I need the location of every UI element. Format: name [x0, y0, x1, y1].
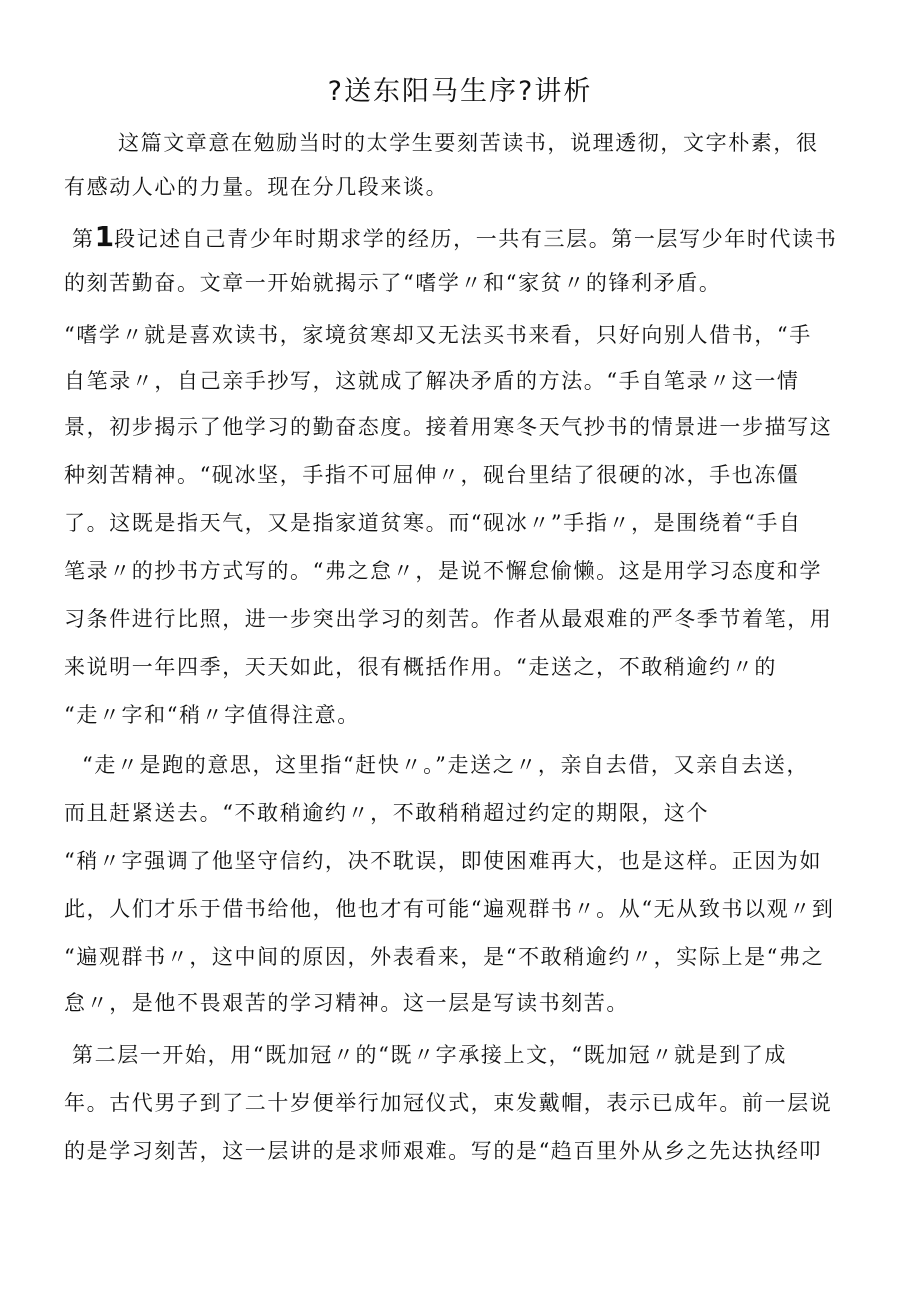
text-line: 自笔录〃，自己亲手抄写，这就成了解决矛盾的方法。“手自笔录〃这一情: [64, 369, 800, 393]
text-line: 了。这既是指天气，又是指家道贫寒。而“砚冰〃”手指〃，是围绕着“手自: [64, 511, 802, 535]
text-line: 年。古代男子到了二十岁便举行加冠仪式，束发戴帽，表示已成年。前一层说: [64, 1091, 833, 1115]
text-line: 来说明一年四季，天天如此，很有概括作用。“走送之，不敢稍逾约〃的: [64, 655, 777, 679]
text-line: 景，初步揭示了他学习的勤奋态度。接着用寒冬天气抄书的情景进一步描写这: [64, 415, 833, 439]
paragraph-prefix: 第: [72, 227, 95, 251]
text-line: [72, 222, 837, 254]
text-line: 这篇文章意在勉励当时的太学生要刻苦读书，说理透彻，文字朴素，很: [118, 131, 819, 155]
text-line: 第二层一开始，用“既加冠〃的“既〃字承接上文，“既加冠〃就是到了成: [72, 1043, 788, 1067]
text-line: “稍〃字强调了他坚守信约，决不耽误，即使困难再大，也是这样。正因为如: [64, 849, 823, 873]
text-line: “嗜学〃就是喜欢读书，家境贫寒却又无法买书来看，只好向别人借书，“手: [64, 323, 812, 347]
text-line: 习条件进行比照，进一步突出学习的刻苦。作者从最艰难的严冬季节着笔，用: [64, 607, 833, 631]
text-line: 有感动人心的力量。现在分几段来谈。: [64, 175, 449, 199]
text-line: “走〃字和“稍〃字值得注意。: [64, 703, 360, 727]
text-line: 笔录〃的抄书方式写的。“弗之怠〃，是说不懈怠偷懒。这是用学习态度和学: [64, 559, 823, 583]
paragraph-number: 1: [94, 220, 115, 253]
document-title: ?送东阳马生序?讲析: [327, 76, 593, 107]
text-line-content: 段记述自己青少年时期求学的经历，一共有三层。第一层写少年时代读书: [114, 227, 838, 251]
text-line: 而且赶紧送去。“不敢稍逾约〃，不敢稍稍超过约定的期限，这个: [64, 801, 710, 825]
text-line: 的刻苦勤奋。文章一开始就揭示了“嗜学〃和“家贫〃的锋利矛盾。: [64, 271, 722, 295]
text-line: “遍观群书〃，这中间的原因，外表看来，是“不敢稍逾约〃，实际上是“弗之: [64, 945, 825, 969]
text-line: 此，人们才乐于借书给他，他也才有可能“遍观群书〃。从“无从致书以观〃到: [64, 897, 835, 921]
text-line: 的是学习刻苦，这一层讲的是求师艰难。写的是“趋百里外从乡之先达执经叩: [64, 1139, 823, 1163]
text-line: “走〃是跑的意思，这里指“赶快〃。”走送之〃，亲自去借，又亲自去送，: [82, 753, 810, 777]
text-line: 怠〃，是他不畏艰苦的学习精神。这一层是写读书刻苦。: [64, 991, 629, 1015]
text-line: 种刻苦精神。“砚冰坚，手指不可屈伸〃，砚台里结了很硬的冰，手也冻僵: [64, 463, 800, 487]
